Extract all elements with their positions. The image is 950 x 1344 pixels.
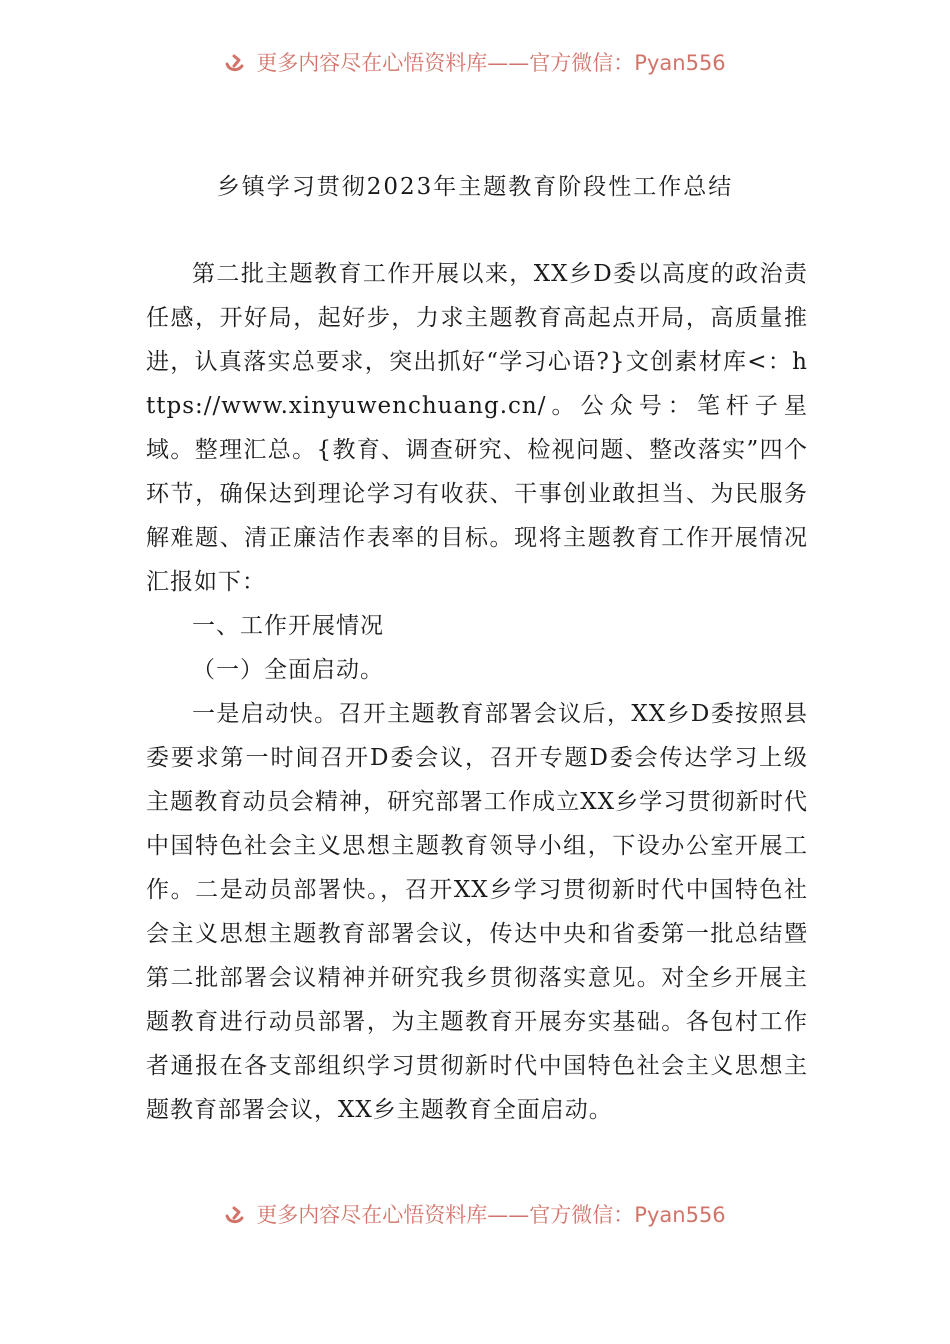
subsection-heading-1: （一）全面启动。 bbox=[192, 657, 384, 683]
header-watermark bbox=[0, 50, 950, 90]
intro-paragraph: 第二批主题教育工作开展以来，XX乡D委以高度的政治责任感，开好局，起好步，力求主题教育高起点开局，高质量推进，认真落实总要求，突出抓好“学习心语?}文创素材库<：https://www.xinyuwenchuang.cn/。公众号：笔杆子星域。整理汇总。{教育、调查研究、检视问题、整改落实”四个环节，确保达到理论学习有收获、干事创业敢担当、为民服务解难题、清正廉洁作表率的目标。现将主题教育工作开展情况汇报如下： bbox=[146, 261, 808, 595]
document-body bbox=[146, 252, 808, 1132]
watermark-logo-icon bbox=[224, 1202, 248, 1226]
watermark-logo-icon bbox=[224, 50, 248, 74]
body-paragraph-1: 一是启动快。召开主题教育部署会议后，XX乡D委按照县委要求第一时间召开D委会议，召开专题D委会传达学习上级主题教育动员会精神，研究部署工作成立XX乡学习贯彻新时代中国特色社会主义思想主题教育领导小组，下设办公室开展工作。二是动员部署快。，召开XX乡学习贯彻新时代中国特色社会主义思想主题教育部署会议，传达中央和省委第一批总结暨第二批部署会议精神并研究我乡贯彻落实意见。对全乡开展主题教育进行动员部署，为主题教育开展夯实基础。各包村工作者通报在各支部组织学习贯彻新时代中国特色社会主义思想主题教育部署会议，XX乡主题教育全面启动。 bbox=[146, 701, 808, 1123]
header-watermark-content bbox=[224, 50, 725, 77]
section-heading-1: 一、工作开展情况 bbox=[192, 613, 384, 639]
document-title: 乡镇学习贯彻2023年主题教育阶段性工作总结 bbox=[216, 174, 734, 200]
footer-watermark bbox=[0, 1202, 950, 1242]
header-watermark-text: 更多内容尽在心悟资料库——官方微信：Pyan556 bbox=[256, 51, 726, 75]
footer-watermark-content bbox=[224, 1202, 725, 1229]
footer-watermark-text: 更多内容尽在心悟资料库——官方微信：Pyan556 bbox=[256, 1203, 726, 1227]
